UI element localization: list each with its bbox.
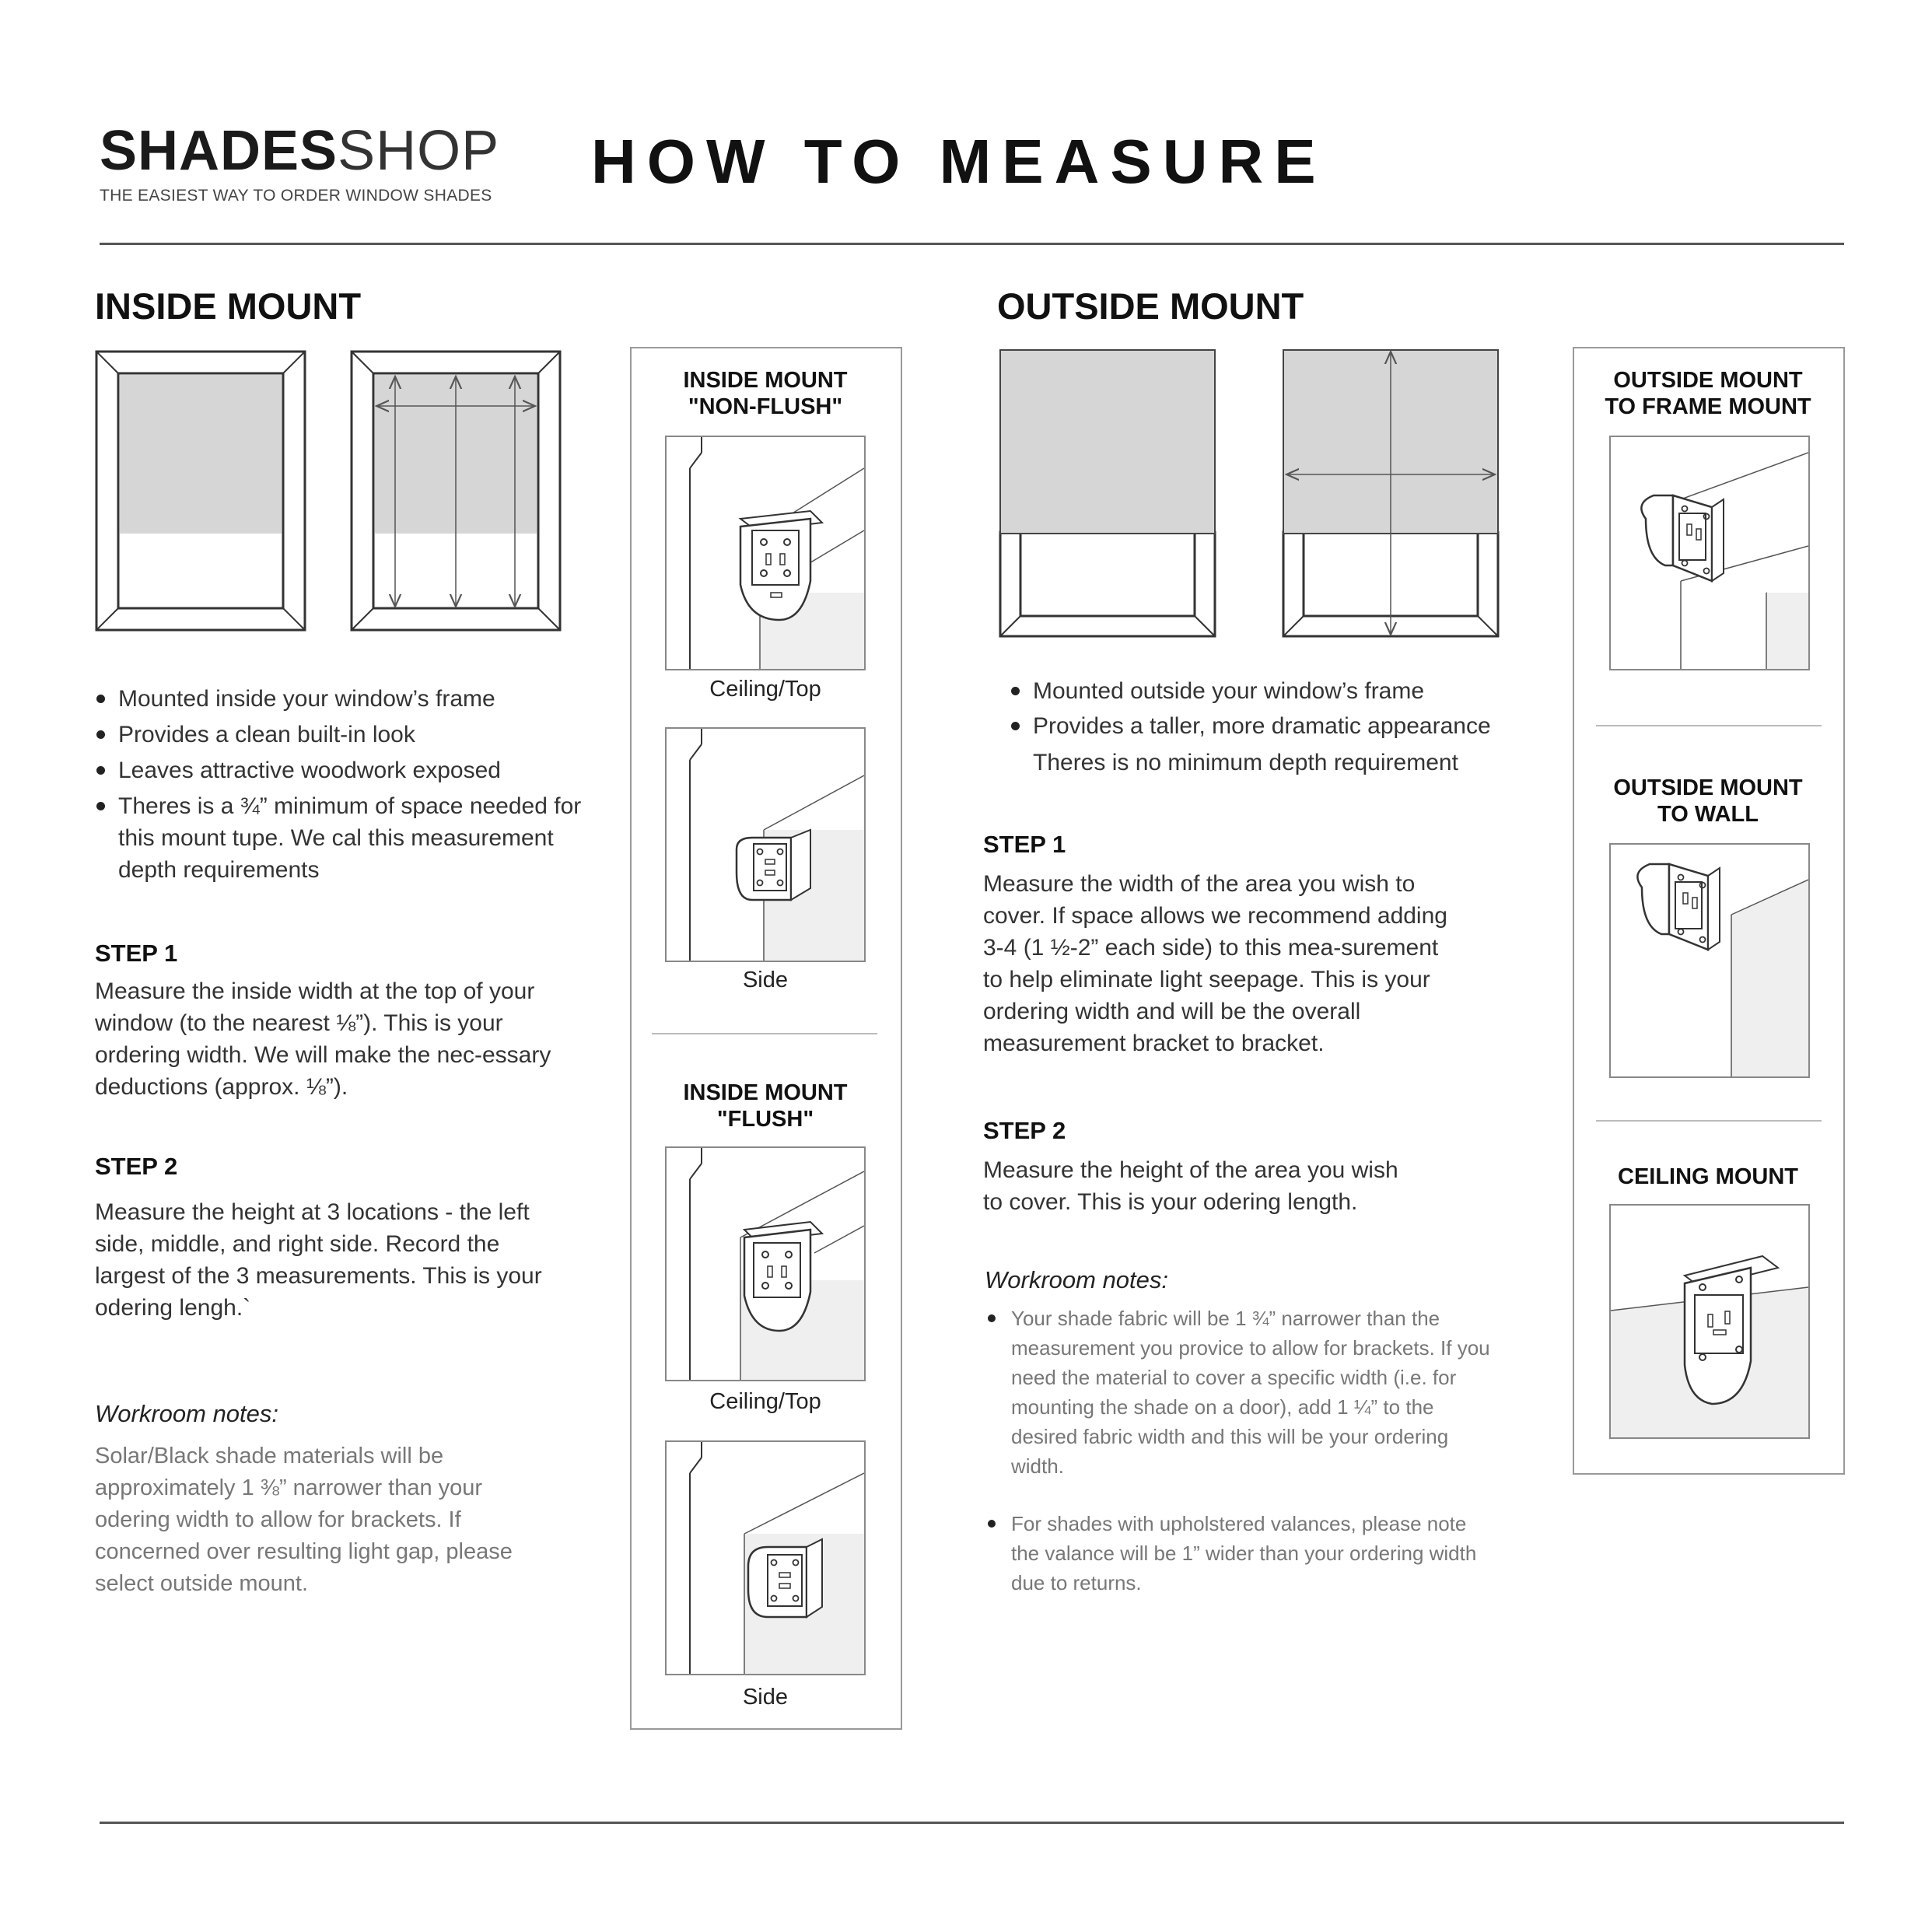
- inside-nonflush-side-caption: Side: [742, 968, 789, 992]
- logo-tagline: THE EASIEST WAY TO ORDER WINDOW SHADES: [100, 187, 492, 205]
- brand-logo: [100, 120, 500, 205]
- bullet-icon: [96, 730, 105, 739]
- list-item: [95, 683, 600, 715]
- outside-mount-features: [1010, 675, 1554, 779]
- list-item-text: Theres is a ¾” minimum of space needed for this mount tupe. We cal this measurement depth requirements: [118, 793, 582, 883]
- panel-divider: [652, 1033, 877, 1034]
- bottom-divider: [100, 1822, 1844, 1824]
- list-item: [95, 719, 600, 751]
- outside-wall-mount-title: OUTSIDE MOUNT TO WALL: [1613, 775, 1803, 827]
- outside-step2-text: Measure the height of the area you wish to cover. This is your odering length.: [983, 1157, 1398, 1215]
- inside-nonflush-top-diagram: [665, 436, 866, 670]
- page-title: HOW TO MEASURE: [591, 127, 1327, 196]
- bullet-icon: [1011, 722, 1020, 730]
- inside-mount-measure-illustration: [350, 350, 562, 632]
- list-item: [95, 790, 600, 886]
- bracket-frame-icon: [1611, 437, 1808, 669]
- bullet-icon: [988, 1314, 996, 1322]
- list-item-text: Leaves attractive woodwork exposed: [118, 758, 501, 783]
- inside-nonflush-title: INSIDE MOUNT "NON-FLUSH": [683, 368, 848, 419]
- bullet-icon: [96, 766, 105, 775]
- ceiling-mount-diagram: [1609, 1204, 1810, 1439]
- outside-mount-heading: OUTSIDE MOUNT: [997, 285, 1304, 327]
- list-item: [983, 1304, 1496, 1481]
- ceiling-mount-title: CEILING MOUNT: [1618, 1164, 1798, 1189]
- outside-step2-title: STEP 2: [983, 1117, 1066, 1144]
- list-item-text: Mounted inside your window’s frame: [118, 686, 495, 712]
- inside-nonflush-top-caption: Ceiling/Top: [709, 677, 821, 702]
- outside-step1-title: STEP 1: [983, 831, 1066, 858]
- outside-wall-mount-diagram: [1609, 843, 1810, 1078]
- bracket-ceiling-icon: [667, 1148, 864, 1380]
- inside-workroom-notes-title: Workroom notes:: [95, 1400, 279, 1427]
- list-item: [1010, 747, 1554, 779]
- panel-divider: [1596, 725, 1822, 726]
- logo-light-part: SHOP: [338, 120, 500, 182]
- inside-step2-title: STEP 2: [95, 1153, 178, 1180]
- outside-mount-measure-illustration: [1282, 348, 1500, 638]
- bracket-ceiling-icon: [667, 437, 864, 669]
- inside-workroom-notes-text: Solar/Black shade materials will be approximately 1 ⅜” narrower than your odering width to allow for brackets. If concerned over resulting light gap, please select outside mount.: [95, 1444, 513, 1596]
- bracket-side-icon: [667, 729, 864, 961]
- logo-wordmark: [100, 120, 500, 182]
- list-item-text: Provides a clean built-in look: [118, 722, 415, 747]
- inside-mount-heading: INSIDE MOUNT: [95, 285, 362, 327]
- list-item: [1010, 675, 1554, 707]
- list-item-text: Theres is no minimum depth requirement: [1033, 750, 1458, 775]
- bullet-icon: [96, 695, 105, 703]
- bullet-icon: [988, 1520, 996, 1528]
- bullet-icon: [96, 802, 105, 810]
- bullet-icon: [1011, 687, 1020, 695]
- inside-flush-top-diagram: [665, 1146, 866, 1381]
- outside-frame-mount-diagram: [1609, 436, 1810, 670]
- panel-divider: [1596, 1120, 1822, 1122]
- logo-bold-part: SHADES: [100, 120, 338, 182]
- inside-step1-title: STEP 1: [95, 940, 178, 967]
- outside-mount-window-illustration: [999, 348, 1216, 638]
- bracket-ceiling-icon: [1611, 1206, 1808, 1437]
- inside-flush-side-diagram: [665, 1440, 866, 1675]
- outside-workroom-notes-list: [983, 1304, 1496, 1598]
- list-item: [983, 1509, 1496, 1598]
- list-item-text: Your shade fabric will be 1 ¾” narrower than the measurement you provice to allow for brackets. If you need the material to cover a specific width (i.e. for mounting the shade on a door), add 1 ¼” to the desired fabric width and this will be your ordering width.: [1011, 1307, 1490, 1478]
- inside-nonflush-side-diagram: [665, 727, 866, 962]
- inside-flush-top-caption: Ceiling/Top: [709, 1389, 821, 1414]
- inside-mount-window-illustration: [95, 350, 306, 632]
- list-item-text: For shades with upholstered valances, please note the valance will be 1” wider than your ordering width due to returns.: [1011, 1512, 1477, 1594]
- list-item: [1010, 710, 1554, 742]
- outside-frame-mount-title: OUTSIDE MOUNT TO FRAME MOUNT: [1605, 368, 1811, 419]
- bracket-side-icon: [667, 1442, 864, 1674]
- inside-flush-title: INSIDE MOUNT "FLUSH": [683, 1080, 848, 1132]
- list-item: [95, 754, 600, 786]
- outside-step1-text: Measure the width of the area you wish to cover. If space allows we recommend adding 3-4 (1 ½-2” each side) to this mea-surement to help eliminate light seepage. This is your ordering width and will be the overall measurement bracket to bracket.: [983, 871, 1447, 1056]
- bracket-wall-icon: [1611, 845, 1808, 1076]
- inside-step2-text: Measure the height at 3 locations - the left side, middle, and right side. Record the largest of the 3 measurements. This is your odering lengh.`: [95, 1199, 542, 1321]
- top-divider: [100, 243, 1844, 245]
- inside-flush-side-caption: Side: [742, 1685, 789, 1710]
- inside-step1-text: Measure the inside width at the top of your window (to the nearest ⅛”). This is your ordering width. We will make the nec-essary deductions (approx. ⅛”).: [95, 978, 551, 1100]
- list-item-text: Mounted outside your window’s frame: [1033, 678, 1425, 704]
- list-item-text: Provides a taller, more dramatic appearance: [1033, 713, 1491, 739]
- inside-mount-features: [95, 683, 600, 886]
- outside-workroom-notes-title: Workroom notes:: [985, 1266, 1169, 1293]
